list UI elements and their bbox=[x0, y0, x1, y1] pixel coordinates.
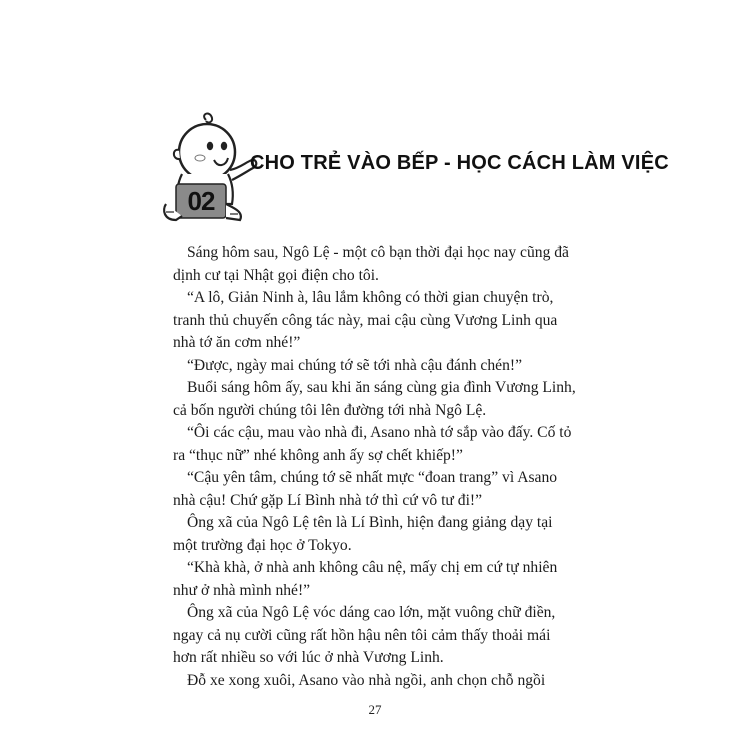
paragraph: Buổi sáng hôm ấy, sau khi ăn sáng cùng gia đình Vương Linh, cả bốn người chúng tôi lên đường tới nhà Ngô Lệ. bbox=[173, 379, 576, 419]
paragraph: “A lô, Giản Ninh à, lâu lắm không có thời gian chuyện trò, tranh thủ chuyến công tác này, mai cậu cùng Vương Linh qua nhà tớ ăn cơm nhé!” bbox=[173, 289, 558, 351]
paragraph: Ông xã của Ngô Lệ vóc dáng cao lớn, mặt vuông chữ điền, ngay cả nụ cười cũng rất hồn hậu nên tôi cảm thấy thoải mái hơn rất nhiều so với lúc ở nhà Vương Linh. bbox=[173, 604, 556, 666]
paragraph: “Ôi các cậu, mau vào nhà đi, Asano nhà tớ sắp vào đấy. Cố tỏ ra “thục nữ” nhé không anh ấy sợ chết khiếp!” bbox=[173, 424, 572, 464]
paragraph: “Khà khà, ở nhà anh không câu nệ, mấy chị em cứ tự nhiên như ở nhà mình nhé!” bbox=[173, 559, 558, 599]
paragraph: Sáng hôm sau, Ngô Lệ - một cô bạn thời đại học nay cũng đã dịnh cư tại Nhật gọi điện cho tôi. bbox=[173, 244, 569, 284]
chapter-number: 02 bbox=[187, 186, 215, 216]
paragraph: “Được, ngày mai chúng tớ sẽ tới nhà cậu đánh chén!” bbox=[187, 356, 522, 374]
paragraph: “Cậu yên tâm, chúng tớ sẽ nhất mực “đoan trang” vì Asano nhà cậu! Chứ gặp Lí Bình nhà tớ thì cứ vô tư đi!” bbox=[173, 469, 558, 509]
chapter-header bbox=[160, 112, 669, 224]
body-text bbox=[173, 242, 603, 692]
paragraph: Đỗ xe xong xuôi, Asano vào nhà ngồi, anh chọn chỗ ngồi bbox=[187, 671, 546, 689]
paragraph: Ông xã của Ngô Lệ tên là Lí Bình, hiện đang giảng dạy tại một trường đại học ở Tokyo. bbox=[173, 514, 553, 554]
page-number: 27 bbox=[368, 702, 382, 717]
chapter-title: CHO TRẺ VÀO BẾP - HỌC CÁCH LÀM VIỆC bbox=[250, 152, 669, 174]
